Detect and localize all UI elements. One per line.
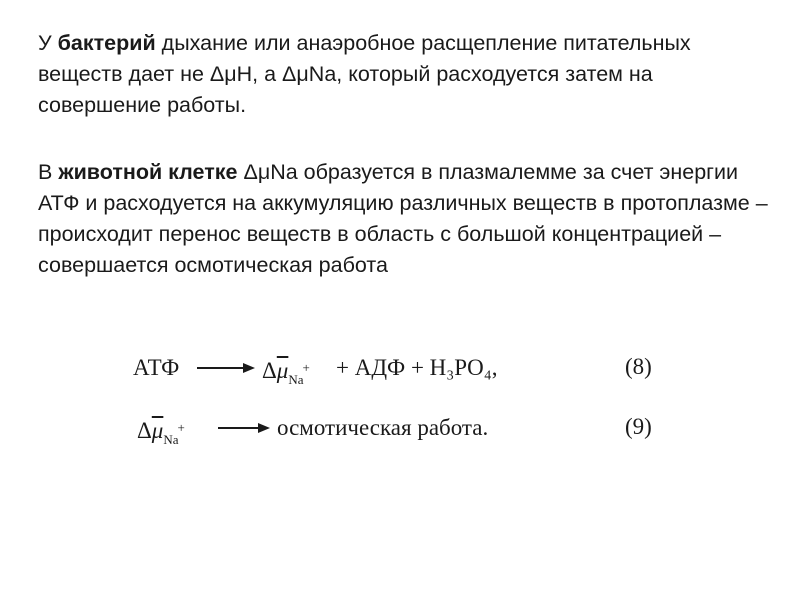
para2-seg2: ΔμNa образуется в плазмалемме за счет энергии АТФ и расходуется на аккумуляцию различных веществ в протоплазме – происходит перенос веществ в область с большой концентрацией – совершается осмотическая работа xyxy=(38,160,768,277)
para1-seg2: дыхание или анаэробное расщепление питательных веществ дает не ΔμН, а ΔμNa, который расходуется затем на совершение работы. xyxy=(38,31,691,117)
eq8-sub-na: Na xyxy=(288,372,304,387)
para1-bold-term: бактерий xyxy=(57,31,156,55)
eq8-reactant: АТФ xyxy=(133,355,180,380)
para2-seg0: В xyxy=(38,160,59,184)
eq9-delta: Δ xyxy=(137,418,152,443)
eq8-arrow-icon xyxy=(197,361,255,375)
eq9-product: осмотическая работа. xyxy=(277,415,489,440)
para2-bold-term: животной клетке xyxy=(58,160,238,184)
eq9-arrow-icon xyxy=(218,421,270,435)
eq8-mu: $\overline{\mu}$ xyxy=(276,358,289,383)
eq9-sup-plus: + xyxy=(177,420,185,435)
eq9-mu: $\overline{\mu}$ xyxy=(151,418,164,443)
eq9-delta-mu-na xyxy=(137,414,185,454)
eq8-delta: Δ xyxy=(262,358,277,383)
eq8-delta-mu-na xyxy=(262,354,310,394)
para1-seg0: У xyxy=(38,31,58,55)
eq8-rest: + АДФ + H₃PO₄, xyxy=(336,355,498,380)
eq8-sup-plus: + xyxy=(302,360,310,375)
eq9-sub-na: Na xyxy=(163,432,179,447)
equation-8 xyxy=(0,350,800,390)
equation-9 xyxy=(0,410,800,450)
eq9-number: (9) xyxy=(625,414,652,439)
eq8-number: (8) xyxy=(625,354,652,379)
